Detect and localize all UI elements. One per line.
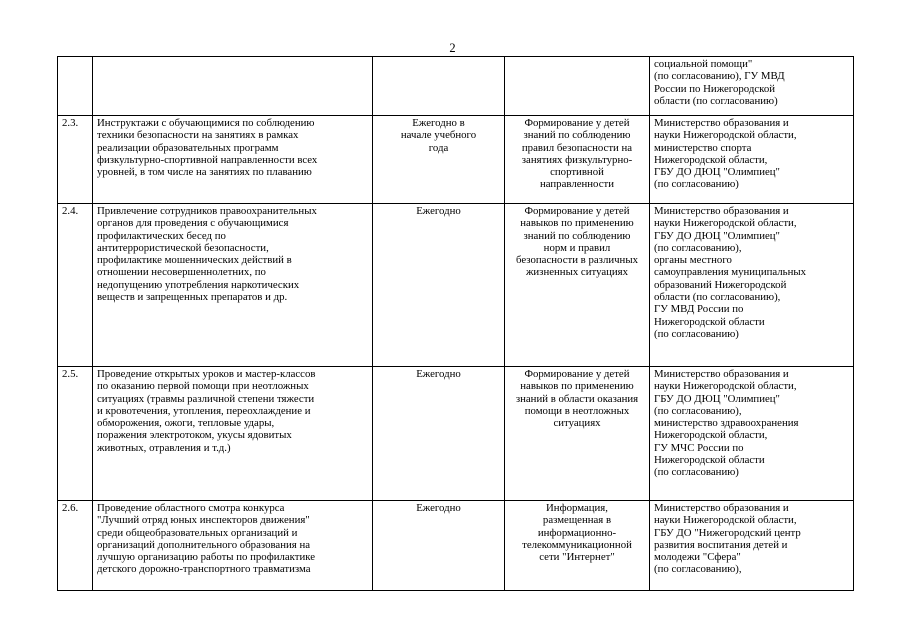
cell-line: детского дорожно-транспортного травматизма [97, 563, 311, 576]
table-row [58, 501, 854, 591]
cell-term [373, 57, 505, 116]
cell-line: науки Нижегородской области, [654, 129, 797, 142]
cell-line: Формирование у детей [524, 205, 630, 217]
cell-line: Ежегодно в [412, 117, 465, 129]
cell-line: знаний по соблюдению [523, 229, 631, 242]
cell-line: (по согласованию), [654, 404, 742, 417]
cell-line: ГБУ ДО ДЮЦ "Олимпиец" [654, 229, 780, 242]
cell-line: (по согласованию), [654, 563, 742, 576]
cell-line: норм и правил [543, 241, 611, 254]
cell-line: ГБУ ДО "Нижегородский центр [654, 526, 801, 539]
cell-line: животных, отравления и т.д.) [97, 441, 231, 454]
cell-line: социальной помощи" [654, 58, 753, 70]
cell-line: ГУ МВД России по [654, 303, 744, 316]
cell-term [373, 204, 505, 367]
cell-line: недопущению употребления наркотических [97, 278, 300, 291]
cell-line: знаний в области оказания [515, 392, 639, 405]
cell-line: среди общеобразовательных организаций и [97, 526, 298, 539]
cell-line: министерство здравоохранения [654, 417, 799, 430]
cell-event [93, 116, 373, 204]
cell-line: образований Нижегородской [654, 278, 787, 291]
cell-line: организаций дополнительного образования на [97, 538, 311, 551]
cell-line: ситуациях (травмы различной степени тяжести [97, 392, 315, 405]
cell-line: органы местного [654, 254, 732, 267]
cell-line: науки Нижегородской области, [654, 380, 797, 393]
cell-line: сети "Интернет" [539, 551, 615, 564]
cell-line: Привлечение сотрудников правоохранительных [97, 205, 317, 217]
cell-line: (по согласованию), ГУ МВД [654, 70, 785, 83]
cell-line: телекоммуникационной [522, 538, 632, 551]
cell-line: (по согласованию) [654, 466, 739, 479]
cell-result [505, 367, 650, 501]
cell-line: Инструктажи с обучающимися по соблюдению [97, 117, 315, 129]
cell-line: ГУ МЧС России по [654, 441, 744, 454]
cell-term [373, 501, 505, 591]
cell-line: Министерство образования и [654, 205, 789, 217]
cell-line: профилактических бесед по [97, 229, 226, 242]
table-row [58, 367, 854, 501]
cell-line: Формирование у детей [524, 368, 630, 380]
cell-line: техники безопасности на занятиях в рамках [97, 129, 299, 142]
activity-plan-table [57, 56, 854, 591]
table-row [58, 57, 854, 116]
cell-line: Формирование у детей [524, 117, 630, 129]
cell-line: лучшую организацию работы по профилактике [97, 551, 316, 564]
cell-line: ГБУ ДО ДЮЦ "Олимпиец" [654, 392, 780, 405]
cell-line: Ежегодно [416, 368, 461, 380]
cell-line: области (по согласованию), [654, 291, 781, 304]
cell-responsible [650, 501, 854, 591]
cell-line: Ежегодно [416, 205, 461, 217]
cell-line: (по согласованию) [654, 327, 739, 340]
cell-line: профилактике мошеннических действий в [97, 254, 292, 267]
cell-term [373, 367, 505, 501]
cell-line: веществ и запрещенных препаратов и др. [97, 291, 288, 304]
cell-line: Проведение областного смотра конкурса [97, 502, 285, 514]
cell-responsible [650, 367, 854, 501]
cell-line: навыков по применению [520, 380, 634, 393]
cell-line: Нижегородской области [654, 315, 765, 328]
cell-line: министерство спорта [654, 141, 752, 154]
cell-result [505, 501, 650, 591]
cell-number: 2.6. [58, 501, 93, 591]
cell-number [58, 57, 93, 116]
cell-line: антитеррористической безопасности, [97, 241, 269, 254]
cell-line: реализации образовательных программ [97, 141, 279, 154]
cell-line: отношении несовершеннолетних, по [97, 266, 266, 279]
cell-line: Информация, [546, 502, 608, 514]
cell-number: 2.4. [58, 204, 93, 367]
cell-line: уровней, в том числе на занятиях по плаванию [97, 166, 312, 179]
cell-line: "Лучший отряд юных инспекторов движения" [97, 514, 310, 527]
cell-line: науки Нижегородской области, [654, 217, 797, 230]
cell-line: занятиях физкультурно- [521, 153, 633, 166]
cell-number: 2.3. [58, 116, 93, 204]
cell-line: навыков по применению [520, 217, 634, 230]
cell-line: обморожения, ожоги, тепловые удары, [97, 417, 275, 430]
cell-event [93, 501, 373, 591]
cell-line: правил безопасности на [521, 141, 633, 154]
cell-line: размещенная в [542, 514, 612, 527]
cell-line: молодежи "Сфера" [654, 551, 741, 564]
cell-line: (по согласованию), [654, 241, 742, 254]
table-row [58, 116, 854, 204]
cell-line: науки Нижегородской области, [654, 514, 797, 527]
cell-result [505, 116, 650, 204]
cell-line: жизненных ситуациях [525, 266, 629, 279]
cell-event [93, 204, 373, 367]
cell-line: области (по согласованию) [654, 94, 778, 107]
cell-line: Министерство образования и [654, 117, 789, 129]
cell-number: 2.5. [58, 367, 93, 501]
cell-line: органов для проведения с обучающимися [97, 217, 289, 230]
cell-line: ГБУ ДО ДЮЦ "Олимпиец" [654, 166, 780, 179]
cell-line: начале учебного [400, 129, 477, 142]
cell-responsible [650, 116, 854, 204]
cell-line: спортивной [550, 166, 604, 179]
cell-line: ситуациях [553, 417, 601, 430]
cell-line: помощи в неотложных [524, 404, 630, 417]
cell-event [93, 57, 373, 116]
cell-responsible [650, 57, 854, 116]
cell-line: безопасности в различных [516, 254, 638, 267]
table-body [58, 57, 854, 591]
cell-line: Министерство образования и [654, 368, 789, 380]
cell-line: Министерство образования и [654, 502, 789, 514]
cell-line: информационно- [537, 526, 617, 539]
cell-result [505, 57, 650, 116]
cell-line: поражения электротоком, укусы ядовитых [97, 429, 292, 442]
cell-result [505, 204, 650, 367]
cell-line: развития воспитания детей и [654, 538, 788, 551]
page-number: 2 [449, 41, 456, 55]
cell-line: Нижегородской области [654, 454, 765, 467]
cell-line: России по Нижегородской [654, 82, 776, 95]
cell-line: направленности [539, 178, 615, 191]
cell-line: физкультурно-спортивной направленности всех [97, 153, 318, 166]
cell-line: года [428, 141, 449, 154]
cell-responsible [650, 204, 854, 367]
cell-line: самоуправления муниципальных [654, 266, 807, 279]
cell-event [93, 367, 373, 501]
cell-line: (по согласованию) [654, 178, 739, 191]
cell-line: Проведение открытых уроков и мастер-классов [97, 368, 316, 380]
cell-line: Нижегородской области, [654, 153, 768, 166]
table-row [58, 204, 854, 367]
cell-line: Нижегородской области, [654, 429, 768, 442]
cell-line: по оказанию первой помощи при неотложных [97, 380, 309, 393]
cell-line: и кровотечения, утопления, переохлаждение и [97, 404, 311, 417]
cell-term [373, 116, 505, 204]
cell-line: знаний по соблюдению [523, 129, 631, 142]
cell-line: Ежегодно [416, 502, 461, 514]
